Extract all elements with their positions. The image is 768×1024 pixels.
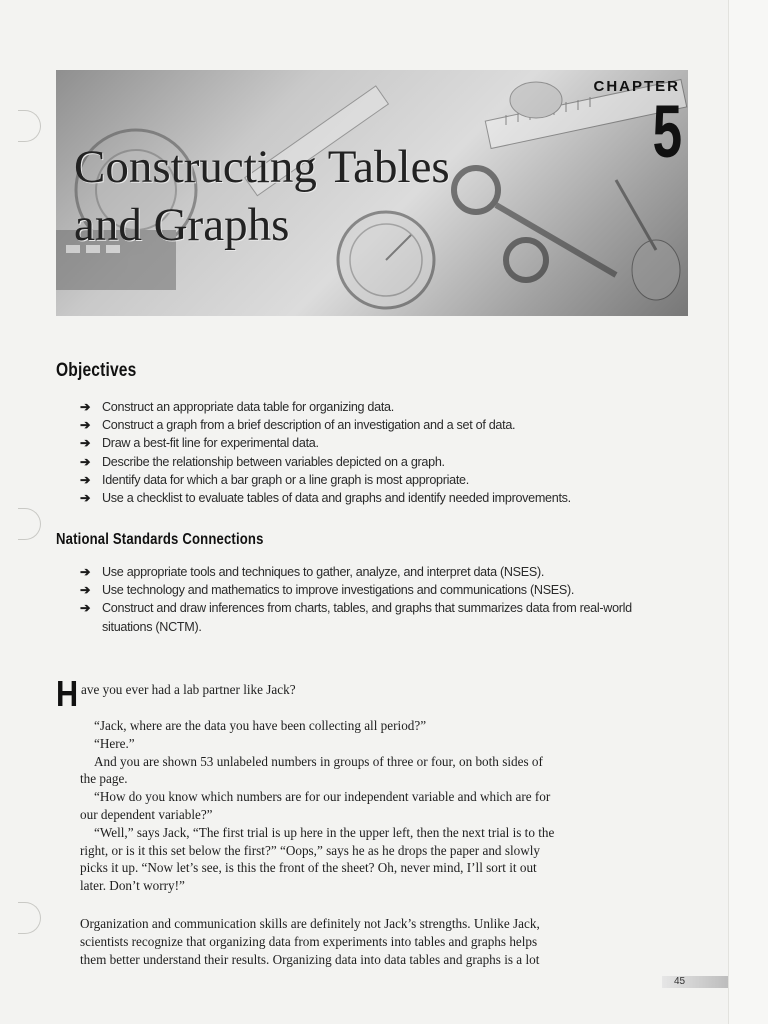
- list-item-text: Draw a best-fit line for experimental data.: [102, 436, 319, 451]
- arrow-right-icon: ➔: [80, 472, 91, 487]
- list-item: [80, 453, 680, 471]
- paragraph: “How do you know which numbers are for our independent variable and which are for our dependent variable?”: [80, 789, 551, 822]
- intro-sentence: ave you ever had a lab partner like Jack?: [81, 682, 296, 697]
- list-item-text: Construct and draw inferences from charts, tables, and graphs that summarizes data from real-world situations (NCTM).: [102, 601, 632, 634]
- arrow-right-icon: ➔: [80, 454, 91, 469]
- chapter-title-line-1: Constructing Tables: [74, 141, 450, 193]
- list-item-text: Construct a graph from a brief description of an investigation and a set of data.: [102, 418, 516, 433]
- list-item-text: Identify data for which a bar graph or a line graph is most appropriate.: [102, 472, 469, 487]
- list-item-text: Describe the relationship between variables depicted on a graph.: [102, 454, 445, 469]
- standards-heading: National Standards Connections: [56, 531, 264, 548]
- paragraph: And you are shown 53 unlabeled numbers in groups of three or four, on both sides of the page.: [80, 753, 543, 787]
- arrow-right-icon: ➔: [80, 400, 91, 414]
- paragraph: “Jack, where are the data you have been collecting all period?”: [94, 718, 427, 733]
- drop-cap: H: [56, 673, 79, 714]
- paragraph: “Here.”: [94, 735, 135, 751]
- arrow-right-icon: ➔: [80, 565, 91, 579]
- list-item-text: Construct an appropriate data table for organizing data.: [102, 400, 394, 414]
- arrow-right-icon: ➔: [80, 491, 91, 506]
- binder-hole-mark: [18, 508, 41, 540]
- chapter-number: 5: [652, 90, 682, 173]
- list-item: [80, 471, 680, 489]
- list-item: [80, 416, 680, 434]
- list-item: [80, 563, 680, 581]
- list-item: [80, 398, 680, 416]
- binder-hole-mark: [18, 110, 41, 142]
- objectives-heading: Objectives: [56, 360, 137, 381]
- objectives-list: [80, 398, 680, 507]
- page-edge: [728, 0, 768, 1024]
- binder-hole-mark: [18, 902, 41, 934]
- list-item: [80, 599, 680, 635]
- chapter-title-line-2: and Graphs: [74, 199, 290, 251]
- arrow-right-icon: ➔: [80, 601, 91, 616]
- list-item: [80, 489, 680, 507]
- list-item-text: Use technology and mathematics to improve investigations and communications (NSES).: [102, 583, 575, 598]
- list-item-text: Use appropriate tools and techniques to gather, analyze, and interpret data (NSES).: [102, 565, 545, 579]
- list-item: [80, 581, 680, 599]
- closing-paragraph: [80, 915, 564, 968]
- page-number: 45: [662, 976, 728, 988]
- arrow-right-icon: ➔: [80, 436, 91, 451]
- standards-list: [80, 563, 680, 636]
- list-item-text: Use a checklist to evaluate tables of data and graphs and identify needed improvements.: [102, 491, 571, 506]
- chapter-banner: [56, 70, 688, 316]
- dialogue-block: [80, 717, 560, 895]
- paragraph: “Well,” says Jack, “The first trial is up here in the upper left, then the next trial is to the right, or is it this set below the first?” “Oops,” says he as he drops the paper and slowly picks it up. “Now let’s see, is this the front of the sheet? Oh, never mind, I’ll sort it out later. Don’t worry!”: [80, 824, 555, 894]
- chapter-label: CHAPTER: [593, 78, 680, 95]
- paragraph: Organization and communication skills are definitely not Jack’s strengths. Unlike Jack, scientists recognize that organizing data from experiments into tables and graphs helps them better understand their results. Organizing data into data tables and graphs is a lot: [80, 916, 540, 967]
- arrow-right-icon: ➔: [80, 583, 91, 598]
- chapter-title: [74, 138, 450, 254]
- arrow-right-icon: ➔: [80, 418, 91, 433]
- list-item: [80, 434, 680, 452]
